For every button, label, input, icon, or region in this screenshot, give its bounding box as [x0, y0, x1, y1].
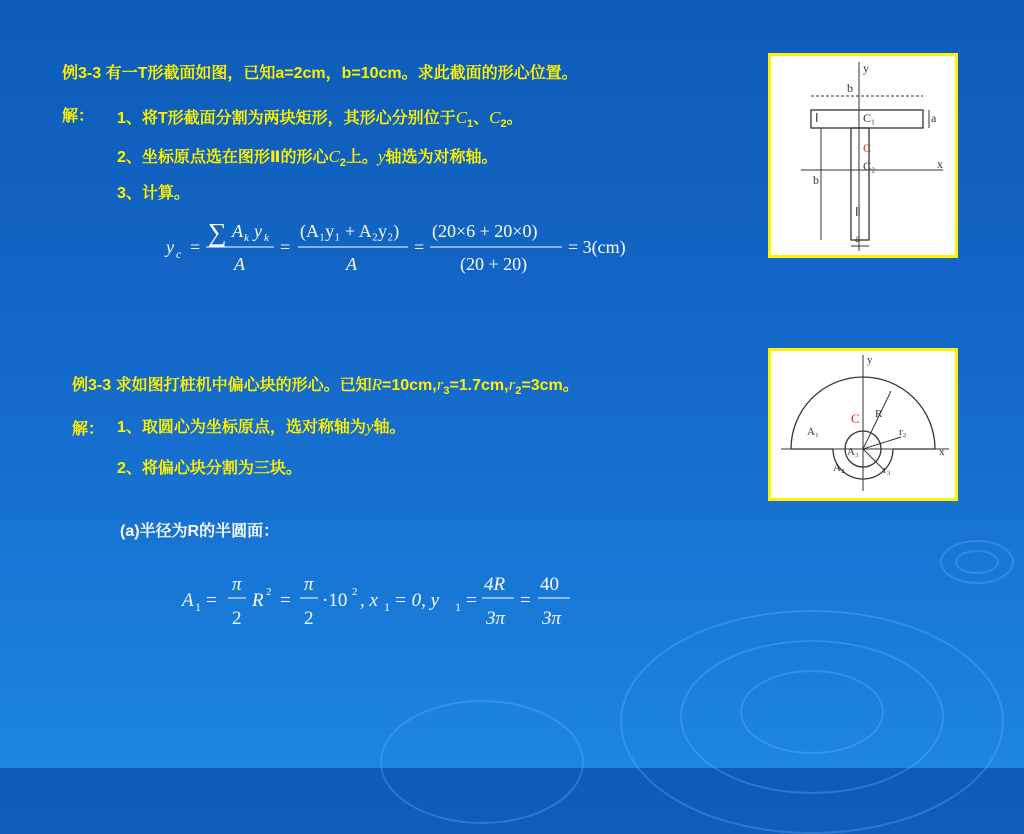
svg-text:=: = [206, 590, 217, 611]
svg-text:2: 2 [304, 608, 314, 629]
ripple-decoration [740, 670, 884, 754]
svg-text:a: a [855, 231, 861, 245]
svg-text:C₁: C₁ [863, 111, 876, 125]
example2-solve-label: 解： [72, 421, 105, 438]
svg-text:=: = [280, 590, 291, 611]
svg-text:=: = [280, 237, 291, 257]
svg-text:k: k [264, 232, 269, 244]
semicircle-formula [180, 568, 580, 632]
svg-text:A: A [232, 221, 243, 241]
svg-text:π: π [232, 574, 242, 595]
svg-text:x: x [939, 446, 945, 458]
svg-text:b: b [813, 173, 819, 187]
eccentric-block-diagram [771, 351, 955, 498]
formula-yc: y [166, 237, 174, 257]
svg-text:A₁: A₁ [807, 426, 819, 438]
svg-text:4R: 4R [484, 574, 506, 595]
svg-text:(20 + 20): (20 + 20) [460, 254, 528, 274]
svg-text:C: C [863, 141, 872, 155]
svg-text:r₂: r₂ [899, 426, 907, 438]
svg-text:y: y [863, 61, 869, 75]
eccentric-block-figure [768, 348, 958, 501]
svg-text:=: = [520, 590, 531, 611]
ripple-decoration [955, 550, 999, 574]
svg-text:40: 40 [540, 574, 559, 595]
svg-text:A₃: A₃ [847, 446, 859, 458]
centroid-formula [160, 210, 660, 280]
svg-text:y: y [867, 354, 873, 366]
svg-text:Ⅱ: Ⅱ [855, 205, 861, 219]
svg-text:C: C [851, 411, 860, 426]
svg-text:, x: , x [360, 590, 378, 611]
svg-text:a: a [931, 111, 937, 125]
example2-part-a: (a)半径为R的半圆面： [120, 523, 280, 540]
svg-text:=: = [466, 590, 477, 611]
example1-title: 例3-3 有一T形截面如图，已知a=2cm，b=10cm。求此截面的形心位置。 [62, 65, 578, 82]
svg-text:=: = [190, 237, 201, 257]
svg-text:= 0, y: = 0, y [394, 590, 440, 611]
svg-text:A: A [234, 254, 245, 274]
svg-text:A₂: A₂ [833, 462, 845, 474]
svg-text:1: 1 [384, 600, 390, 614]
example2-title: 例3-3 求如图打桩机中偏心块的形心。已知$R=10cm,r_3=1.7cm,r_2=3cm$。 [72, 375, 579, 398]
svg-text:2: 2 [266, 586, 272, 598]
svg-text:r₃: r₃ [883, 464, 891, 476]
svg-text:3π: 3π [542, 608, 562, 629]
svg-text:·10: ·10 [322, 590, 348, 611]
svg-text:c: c [176, 247, 182, 261]
svg-text:= 3(cm): = 3(cm) [568, 237, 626, 257]
example2-step2: 2、将偏心块分割为三块。 [117, 460, 302, 477]
svg-text:2: 2 [232, 608, 242, 629]
example1-solve-label: 解： [62, 108, 95, 125]
svg-text:b: b [847, 81, 853, 95]
svg-text:k: k [244, 232, 249, 244]
svg-text:A: A [182, 590, 194, 611]
t-section-figure [768, 53, 958, 258]
svg-text:∑: ∑ [208, 218, 227, 247]
svg-text:R: R [252, 590, 264, 611]
svg-text:Ⅰ: Ⅰ [815, 111, 819, 125]
example1-step3: 3、计算。 [117, 185, 190, 202]
example1-step1: 1、将T形截面分割为两块矩形，其形心分别位于$C_1$、$C_2$。 [117, 108, 523, 131]
svg-text:π: π [304, 574, 314, 595]
ripple-decoration [380, 700, 584, 824]
svg-text:2: 2 [352, 586, 358, 598]
svg-text:x: x [937, 157, 943, 171]
svg-text:=: = [414, 237, 425, 257]
svg-text:C₂: C₂ [863, 159, 876, 173]
svg-text:1: 1 [455, 600, 461, 614]
svg-text:R: R [875, 408, 883, 420]
example2-step1: 1、取圆心为坐标原点，选对称轴为y轴。 [117, 417, 406, 436]
svg-text:A: A [346, 254, 357, 274]
svg-text:y: y [254, 221, 262, 241]
svg-text:3π: 3π [486, 608, 506, 629]
t-section-diagram [771, 56, 955, 255]
svg-text:1: 1 [195, 600, 201, 614]
example1-step2: 2、坐标原点选在图形Ⅱ的形心$C_2$上。y轴选为对称轴。 [117, 147, 498, 170]
svg-text:(20×6 + 20×0): (20×6 + 20×0) [432, 221, 538, 241]
svg-text:(A₁y₁ + A₂y₂): (A₁y₁ + A₂y₂) [300, 221, 400, 241]
